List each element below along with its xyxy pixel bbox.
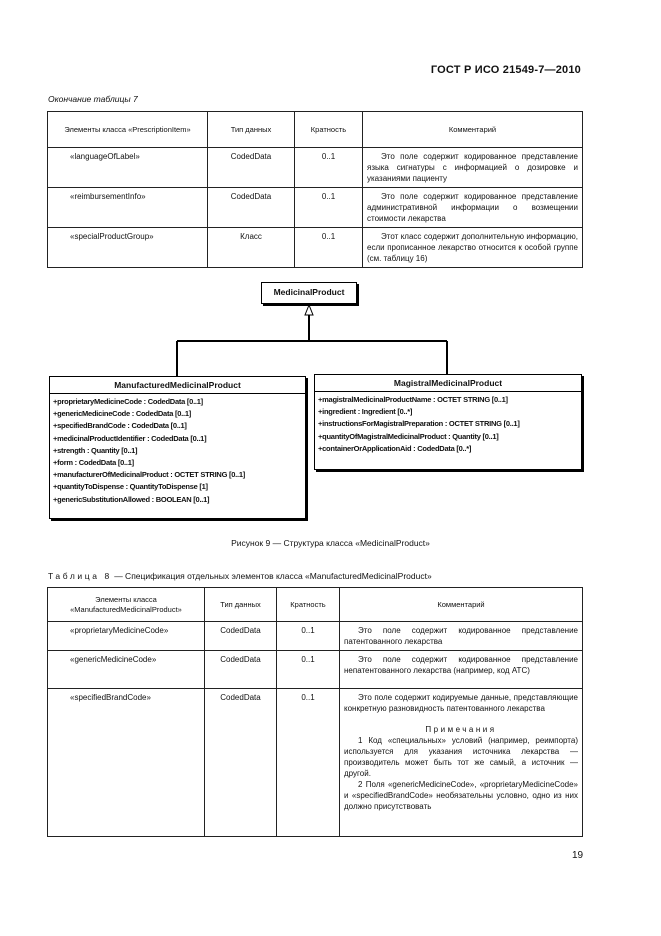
row-data-type: CodedData bbox=[205, 689, 277, 837]
class-attribute: +manufacturerOfMedicinalProduct : OCTET STRING [0..1] bbox=[53, 470, 245, 480]
row-comment: Это поле содержит кодированное представление административной информации о возмещении стоимости лекарства bbox=[367, 192, 578, 223]
class-attribute: +medicinalProductIdentifier : CodedData [0..1] bbox=[53, 433, 207, 443]
table-8-caption bbox=[48, 571, 432, 581]
page-number: 19 bbox=[572, 850, 584, 861]
table-7-header-type: Тип данных bbox=[208, 112, 295, 148]
class-box-medicinal-product bbox=[261, 282, 357, 304]
class-attribute: +quantityOfMagistralMedicinalProduct : Quantity [0..1] bbox=[318, 431, 499, 441]
row-element-name: «languageOfLabel» bbox=[48, 148, 208, 188]
class-box-manufactured-medicinal-product bbox=[49, 376, 306, 519]
table-8-header-type: Тип данных bbox=[205, 588, 277, 622]
row-data-type: Класс bbox=[208, 228, 295, 268]
row-comment: Это поле содержит кодированное представление непатентованного лекарства (например, код ATC) bbox=[344, 655, 578, 675]
table-8-header-elements: Элементы класса «ManufacturedMedicinalProduct» bbox=[48, 588, 205, 622]
table-row bbox=[48, 689, 583, 837]
table-8-title: — Спецификация отдельных элементов класса «ManufacturedMedicinalProduct» bbox=[111, 571, 432, 581]
class-attribute: +magistralMedicinalProductName : OCTET STRING [0..1] bbox=[318, 395, 508, 404]
table-7-header-multiplicity: Кратность bbox=[295, 112, 363, 148]
table-8-header-multiplicity: Кратность bbox=[277, 588, 340, 622]
row-data-type: CodedData bbox=[208, 188, 295, 228]
class-attributes-manufactured bbox=[50, 394, 305, 509]
row-data-type: CodedData bbox=[208, 148, 295, 188]
class-attribute: +strength : Quantity [0..1] bbox=[53, 445, 138, 455]
class-box-magistral-medicinal-product bbox=[314, 374, 582, 470]
row-multiplicity: 0..1 bbox=[277, 689, 340, 837]
table-row bbox=[48, 622, 583, 651]
class-attribute: +proprietaryMedicineCode : CodedData [0..1] bbox=[53, 397, 203, 406]
row-comment: Это поле содержит кодированное представление языка сигнатуры с информацией о дозировке и указаниями пациенту bbox=[367, 152, 578, 183]
figure-9-caption: Рисунок 9 — Структура класса «MedicinalProduct» bbox=[231, 538, 430, 548]
table-7-header-elements: Элементы класса «PrescriptionItem» bbox=[48, 112, 208, 148]
generalization-arrow-icon bbox=[305, 305, 313, 315]
class-attribute: +genericMedicineCode : CodedData [0..1] bbox=[53, 409, 191, 419]
table-7-header-comment: Комментарий bbox=[363, 112, 583, 148]
row-comment: Это поле содержит кодированное представление патентованного лекарства bbox=[344, 626, 578, 646]
class-attribute: +ingredient : Ingredient [0..*] bbox=[318, 407, 413, 417]
class-attribute: +form : CodedData [0..1] bbox=[53, 458, 134, 468]
table-8 bbox=[47, 587, 583, 837]
row-multiplicity: 0..1 bbox=[295, 228, 363, 268]
row-multiplicity: 0..1 bbox=[277, 622, 340, 651]
row-element-name: «specialProductGroup» bbox=[48, 228, 208, 268]
row-multiplicity: 0..1 bbox=[277, 651, 340, 689]
row-multiplicity: 0..1 bbox=[295, 148, 363, 188]
class-attributes-magistral bbox=[315, 392, 581, 458]
row-element-name: «genericMedicineCode» bbox=[48, 651, 205, 689]
class-attribute: +instructionsForMagistralPreparation : OCTET STRING [0..1] bbox=[318, 419, 520, 429]
row-multiplicity: 0..1 bbox=[295, 188, 363, 228]
row-data-type: CodedData bbox=[205, 651, 277, 689]
note-1: 1 Код «специальных» условий (например, реимпорта) используется для указания источника лекарства — производитель может быть тот же самый, а источник — другой. bbox=[344, 736, 578, 778]
class-attribute: +quantityToDispense : QuantityToDispense [1] bbox=[53, 482, 208, 492]
note-2: 2 Поля «genericMedicineCode», «proprietaryMedicineCode» и «specifiedBrandCode» необязательны условно, одно из них должно присутствовать bbox=[344, 780, 578, 811]
row-element-name: «reimbursementInfo» bbox=[48, 188, 208, 228]
document-header: ГОСТ Р ИСО 21549-7—2010 bbox=[430, 64, 581, 76]
table-8-header-row bbox=[48, 588, 583, 622]
class-attribute: +genericSubstitutionAllowed : BOOLEAN [0..1] bbox=[53, 494, 210, 504]
table-7-caption: Окончание таблицы 7 bbox=[48, 94, 138, 104]
table-8-label: Таблица 8 bbox=[48, 571, 112, 581]
class-attribute: +specifiedBrandCode : CodedData [0..1] bbox=[53, 421, 187, 431]
class-title-magistral: MagistralMedicinalProduct bbox=[315, 375, 581, 392]
table-row bbox=[48, 651, 583, 689]
notes-heading: Примечания bbox=[425, 725, 497, 734]
class-title-manufactured: ManufacturedMedicinalProduct bbox=[50, 377, 305, 394]
row-element-name: «specifiedBrandCode» bbox=[48, 689, 205, 837]
class-title-medicinal-product: MedicinalProduct bbox=[273, 287, 345, 297]
class-attribute: +containerOrApplicationAid : CodedData [0..*] bbox=[318, 443, 472, 453]
row-element-name: «proprietaryMedicineCode» bbox=[48, 622, 205, 651]
table-8-header-comment: Комментарий bbox=[340, 588, 583, 622]
row-comment: Этот класс содержит дополнительную информацию, если прописанное лекарство относится к особой группе (см. таблицу 16) bbox=[367, 232, 578, 263]
row-comment: Это поле содержит кодируемые данные, представляющие конкретную разновидность патентованного лекарства bbox=[344, 693, 578, 713]
row-data-type: CodedData bbox=[205, 622, 277, 651]
